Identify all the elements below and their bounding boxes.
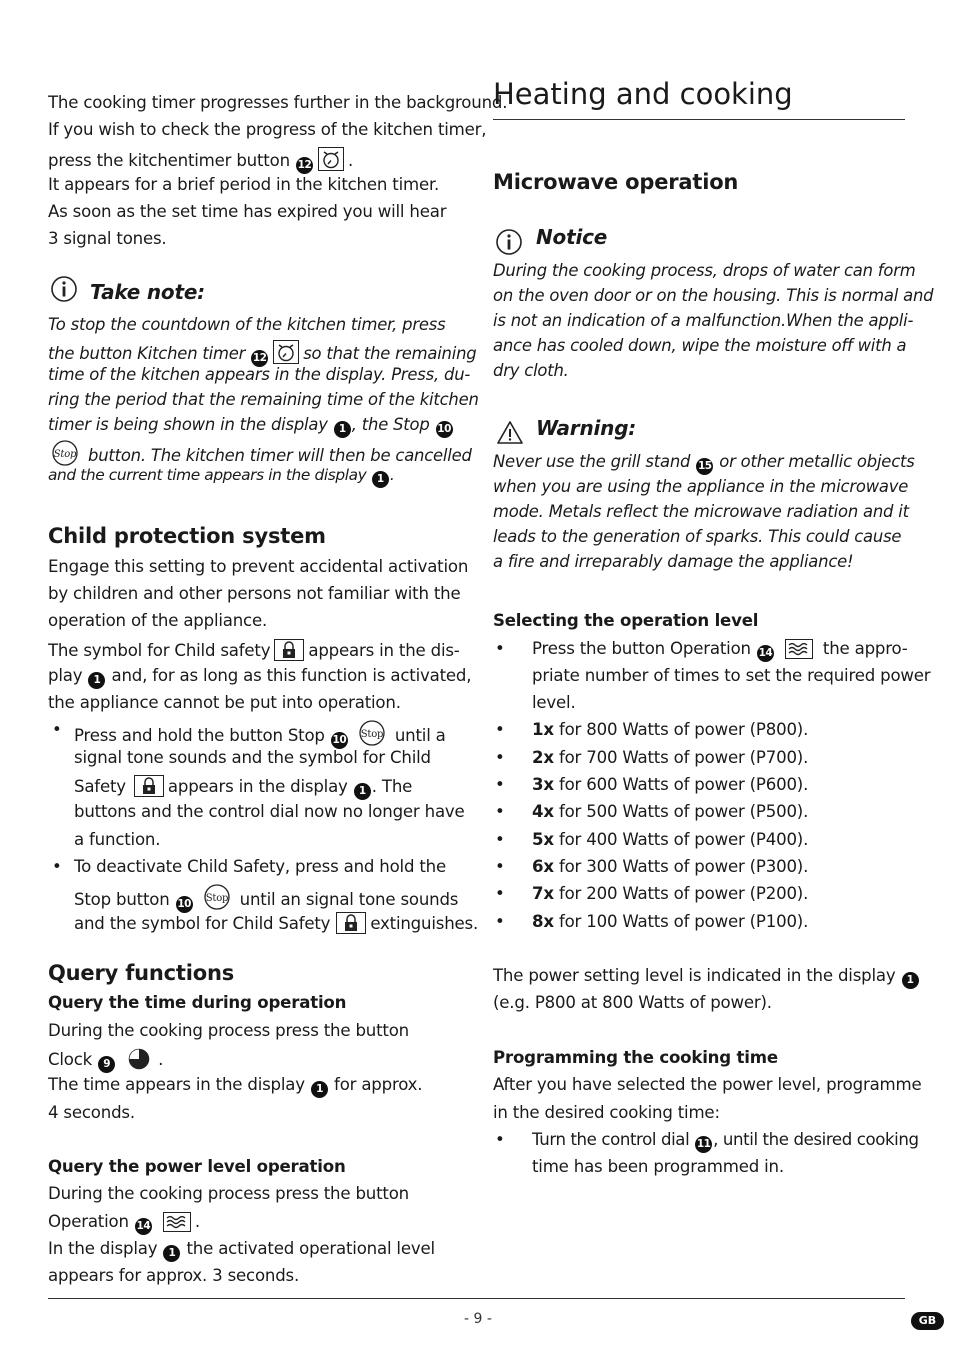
query-time-heading: Query the time during operation — [48, 993, 347, 1012]
bullet-line: signal tone sounds and the symbol for Child — [74, 748, 431, 767]
text: Safety — [74, 777, 126, 796]
page-title: Heating and cooking — [493, 77, 793, 111]
lock-icon — [134, 775, 164, 802]
notice-line: dry cloth. — [493, 361, 569, 380]
text-line — [48, 1239, 435, 1262]
text-line: press the kitchentimer button 12 . — [48, 147, 353, 176]
bullet-line: level. — [532, 693, 576, 712]
ref-9: 9 — [98, 1056, 115, 1073]
child-protection-heading: Child protection system — [48, 524, 326, 548]
press-count: 1x — [532, 720, 554, 739]
lock-icon — [336, 912, 366, 939]
bullet: • — [495, 639, 505, 658]
power-item — [532, 884, 808, 904]
stop-icon — [359, 720, 385, 751]
text-line: Operation 14 . — [48, 1212, 200, 1237]
bullet: • — [495, 1130, 505, 1149]
notice-line: During the cooking process, drops of water can form — [493, 261, 916, 280]
press-count: 3x — [532, 775, 554, 794]
power-item — [532, 720, 808, 740]
press-count: 5x — [532, 830, 554, 849]
bullet: • — [495, 884, 505, 903]
text: extinguishes. — [370, 914, 479, 933]
text-line — [48, 666, 471, 689]
text: Stop button — [74, 890, 170, 909]
ref-14: 14 — [757, 645, 774, 662]
microwave-operation-icon — [785, 639, 813, 664]
warning-line: when you are using the appliance in the microwave — [493, 477, 909, 496]
warning-line: leads to the generation of sparks. This could cause — [493, 527, 902, 546]
warning-icon — [496, 420, 524, 450]
text: so that the remaining — [303, 344, 477, 363]
text-line: If you wish to check the progress of the kitchen timer, — [48, 120, 487, 139]
text: timer is being shown in the display — [48, 415, 328, 434]
bullet-line: buttons and the control dial now no longer have — [74, 802, 465, 821]
text: for 200 Watts of power (P200). — [558, 884, 809, 903]
bullet: • — [495, 802, 505, 821]
bullet-line: time has been programmed in. — [532, 1157, 784, 1176]
text: The symbol for Child safety — [48, 641, 271, 660]
text: Never use the grill stand — [493, 452, 691, 471]
text-line: (e.g. P800 at 800 Watts of power). — [493, 993, 772, 1012]
kitchen-timer-icon — [318, 147, 344, 176]
query-power-heading: Query the power level operation — [48, 1157, 346, 1176]
text: for 100 Watts of power (P100). — [558, 912, 809, 931]
ref-1: 1 — [88, 672, 105, 689]
power-item — [532, 857, 808, 877]
programming-heading: Programming the cooking time — [493, 1048, 778, 1067]
notice-title: Notice — [536, 225, 608, 249]
ref-12: 12 — [251, 350, 268, 367]
ref-10: 10 — [331, 732, 348, 749]
notice-line: ance has cooled down, wipe the moisture off with a — [493, 336, 907, 355]
stop-icon-label: Stop — [360, 729, 384, 740]
text-line: During the cooking process press the button — [48, 1184, 409, 1203]
info-icon — [495, 228, 523, 261]
take-note-title: Take note: — [90, 280, 205, 304]
text-line: by children and other persons not familiar with the — [48, 584, 461, 603]
ref-1: 1 — [354, 783, 371, 800]
ref-14: 14 — [135, 1218, 152, 1235]
text: In the display — [48, 1239, 158, 1258]
text: , until the desired cooking — [713, 1130, 919, 1149]
clock-icon — [128, 1048, 150, 1075]
text: Press and hold the button Stop — [74, 726, 325, 745]
bullet-line: priate number of times to set the required power — [532, 666, 931, 685]
ref-1: 1 — [372, 471, 389, 488]
language-badge: GB — [911, 1312, 944, 1330]
text: , the Stop — [351, 415, 430, 434]
text: play — [48, 666, 83, 685]
text: for approx. — [334, 1075, 423, 1094]
text-line — [48, 639, 460, 666]
text-line: in the desired cooking time: — [493, 1103, 720, 1122]
bullet: • — [495, 748, 505, 767]
ref-12: 12 — [296, 157, 313, 174]
bullet: • — [495, 720, 505, 739]
bullet-line — [532, 1130, 919, 1153]
text: for 800 Watts of power (P800). — [558, 720, 809, 739]
power-item — [532, 748, 808, 768]
microwave-operation-heading: Microwave operation — [493, 170, 739, 194]
text-line: the appliance cannot be put into operation. — [48, 693, 401, 712]
page-number: - 9 - — [464, 1311, 492, 1327]
text: until a — [394, 726, 446, 745]
text: the appro- — [822, 639, 908, 658]
text: and the symbol for Child Safety — [74, 914, 331, 933]
ref-1: 1 — [334, 421, 351, 438]
notice-line: on the oven door or on the housing. This is normal and — [493, 286, 934, 305]
bullet: • — [495, 857, 505, 876]
text-line: 3 signal tones. — [48, 229, 167, 248]
press-count: 8x — [532, 912, 554, 931]
stop-icon — [204, 884, 230, 915]
selecting-level-heading: Selecting the operation level — [493, 611, 759, 630]
bullet: • — [495, 775, 505, 794]
text-line: 4 seconds. — [48, 1103, 135, 1122]
power-item — [532, 802, 808, 822]
text: for 400 Watts of power (P400). — [558, 830, 809, 849]
bullet-line — [74, 884, 458, 915]
bullet: • — [52, 720, 62, 739]
text: the activated operational level — [186, 1239, 435, 1258]
warning-line — [493, 452, 915, 475]
lock-icon — [274, 639, 304, 666]
text: Turn the control dial — [532, 1130, 690, 1149]
text: press the kitchentimer button — [48, 151, 290, 170]
text: Press the button Operation — [532, 639, 751, 658]
text: Clock — [48, 1050, 93, 1069]
power-item — [532, 912, 808, 932]
text-line: The cooking timer progresses further in the background. — [48, 93, 508, 112]
warning-title: Warning: — [536, 416, 637, 440]
text-line: appears for approx. 3 seconds. — [48, 1266, 300, 1285]
text: The power setting level is indicated in the display — [493, 966, 896, 985]
info-icon — [50, 275, 78, 308]
text: The time appears in the display — [48, 1075, 305, 1094]
bullet: • — [495, 830, 505, 849]
text-line: Clock 9 . — [48, 1048, 163, 1075]
text-line: operation of the appliance. — [48, 611, 268, 630]
text-line — [48, 1075, 422, 1098]
text: appears in the dis- — [308, 641, 460, 660]
text: for 600 Watts of power (P600). — [558, 775, 809, 794]
press-count: 6x — [532, 857, 554, 876]
text: for 700 Watts of power (P700). — [558, 748, 809, 767]
press-count: 7x — [532, 884, 554, 903]
note-line: and the current time appears in the display 1 . — [48, 465, 394, 488]
text: and, for as long as this function is activated, — [111, 666, 472, 685]
warning-line: a fire and irreparably damage the appliance! — [493, 552, 854, 571]
text-line — [493, 966, 920, 989]
bullet-line — [74, 912, 478, 939]
press-count: 4x — [532, 802, 554, 821]
ref-10: 10 — [436, 421, 453, 438]
microwave-operation-icon — [163, 1212, 191, 1237]
notice-line: is not an indication of a malfunction.When the appli- — [493, 311, 914, 330]
bullet-line — [532, 639, 908, 664]
warning-line: mode. Metals reflect the microwave radiation and it — [493, 502, 909, 521]
note-line — [48, 415, 454, 438]
power-item — [532, 830, 808, 850]
note-line: time of the kitchen appears in the display. Press, du- — [48, 365, 471, 384]
bullet: • — [52, 857, 62, 876]
title-underline — [493, 119, 905, 120]
text: for 500 Watts of power (P500). — [558, 802, 809, 821]
text: the button Kitchen timer — [48, 344, 246, 363]
note-line: ring the period that the remaining time of the kitchen — [48, 390, 479, 409]
ref-1: 1 — [163, 1245, 180, 1262]
bullet-line — [74, 775, 412, 802]
text: button. The kitchen timer will then be cancelled — [88, 446, 472, 465]
bullet-line: To deactivate Child Safety, press and hold the — [74, 857, 447, 876]
press-count: 2x — [532, 748, 554, 767]
ref-10: 10 — [176, 896, 193, 913]
bullet: • — [495, 912, 505, 931]
ref-1: 1 — [902, 972, 919, 989]
stop-icon-label: Stop — [53, 449, 77, 460]
footer-rule — [48, 1298, 905, 1299]
note-line: To stop the countdown of the kitchen timer, press — [48, 315, 446, 334]
text: Operation — [48, 1212, 129, 1231]
text: . The — [371, 777, 413, 796]
bullet-line: a function. — [74, 830, 161, 849]
query-functions-heading: Query functions — [48, 961, 235, 985]
text: until an signal tone sounds — [239, 890, 459, 909]
text: and the current time appears in the display — [48, 466, 367, 484]
stop-icon-label: Stop — [205, 893, 228, 904]
text-line: During the cooking process press the button — [48, 1021, 409, 1040]
text-line: It appears for a brief period in the kitchen timer. — [48, 175, 440, 194]
text: or other metallic objects — [719, 452, 915, 471]
ref-1: 1 — [311, 1081, 328, 1098]
text-line: As soon as the set time has expired you will hear — [48, 202, 447, 221]
power-item — [532, 775, 808, 795]
text-line: Engage this setting to prevent accidental activation — [48, 557, 469, 576]
ref-15: 15 — [696, 458, 713, 475]
bullet-line — [74, 720, 446, 751]
ref-11: 11 — [695, 1136, 712, 1153]
text-line: After you have selected the power level, programme — [493, 1075, 922, 1094]
text: for 300 Watts of power (P300). — [558, 857, 809, 876]
text: appears in the display — [167, 777, 348, 796]
